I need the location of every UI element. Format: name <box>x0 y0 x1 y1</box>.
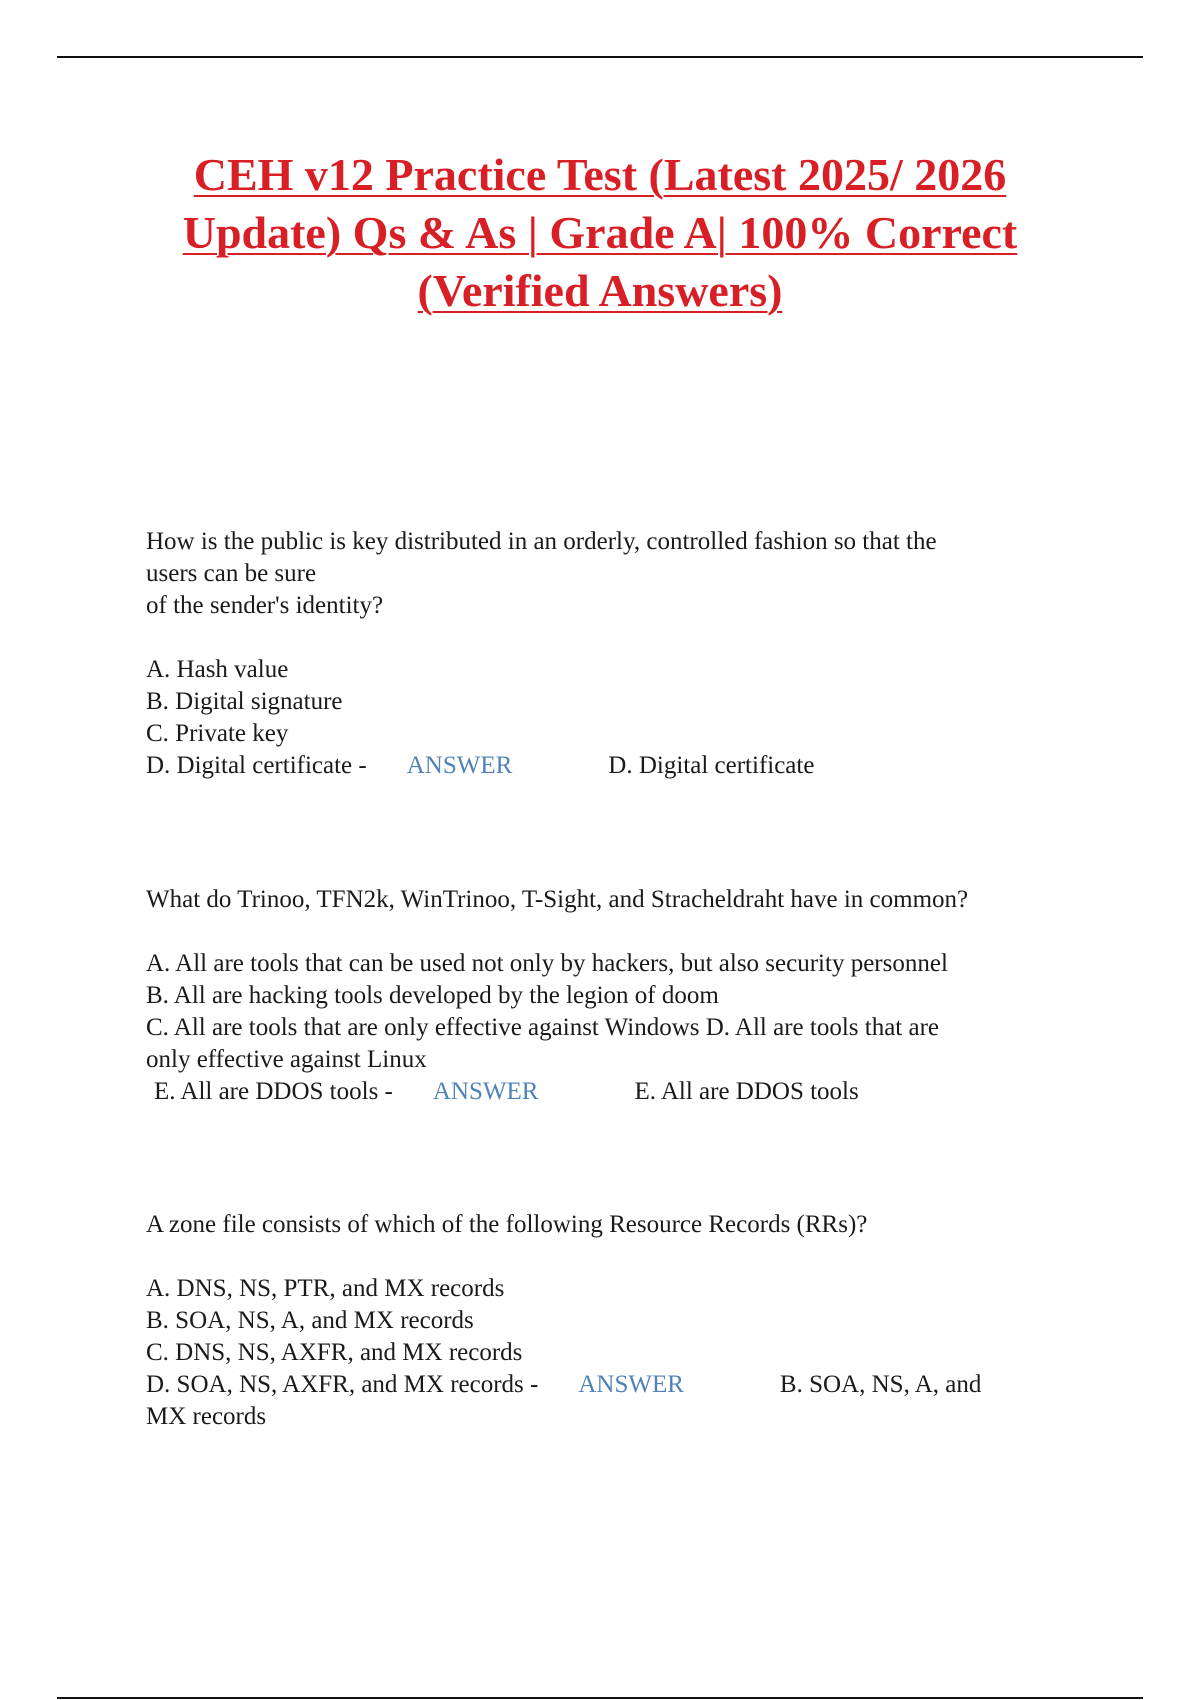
title-line: Update) Qs & As | Grade A| 100% Correct <box>182 207 1018 258</box>
question-stem <box>146 1209 1086 1241</box>
option: A. All are tools that can be used not only by hackers, but also security personnel <box>146 950 948 977</box>
stem-line: of the sender's identity? <box>146 592 384 619</box>
stem-line: users can be sure <box>146 560 317 587</box>
option: D. Digital certificate - <box>146 752 367 779</box>
question-2 <box>146 884 1086 1108</box>
title-line: (Verified Answers) <box>417 265 783 316</box>
option: B. All are hacking tools developed by the legion of doom <box>146 982 719 1009</box>
title-line: CEH v12 Practice Test (Latest 2025/ 2026 <box>193 149 1007 200</box>
option: C. All are tools that are only effective against Windows D. All are tools that are <box>146 1014 940 1041</box>
bottom-rule <box>57 1697 1143 1699</box>
answer-text: B. SOA, NS, A, and <box>779 1371 982 1398</box>
answer-tag: ANSWER <box>406 752 513 779</box>
option: C. DNS, NS, AXFR, and MX records <box>146 1339 523 1366</box>
answer-tag: ANSWER <box>432 1078 539 1105</box>
answer-line <box>146 1076 1086 1108</box>
option-list <box>146 654 1086 782</box>
stem-line: What do Trinoo, TFN2k, WinTrinoo, T-Sight, and Stracheldraht have in common? <box>146 886 969 913</box>
stem-line: A zone file consists of which of the following Resource Records (RRs)? <box>146 1211 868 1238</box>
option: A. Hash value <box>146 656 289 683</box>
answer-line <box>146 750 1086 782</box>
answer-text: D. Digital certificate <box>608 752 815 779</box>
option: A. DNS, NS, PTR, and MX records <box>146 1275 505 1302</box>
question-3 <box>146 1209 1086 1433</box>
top-rule <box>57 56 1143 58</box>
stem-line: How is the public is key distributed in an orderly, controlled fashion so that the <box>146 528 937 555</box>
option: B. Digital signature <box>146 688 343 715</box>
question-stem <box>146 884 1086 916</box>
option: D. SOA, NS, AXFR, and MX records - <box>146 1371 539 1398</box>
answer-text: E. All are DDOS tools <box>634 1078 859 1105</box>
question-1 <box>146 526 1086 782</box>
option: B. SOA, NS, A, and MX records <box>146 1307 474 1334</box>
question-stem <box>146 526 1086 622</box>
option: C. Private key <box>146 720 289 747</box>
document-title <box>100 146 1100 320</box>
option: E. All are DDOS tools - <box>154 1078 393 1105</box>
answer-text-continued: MX records <box>146 1403 267 1430</box>
option-list <box>146 948 1086 1108</box>
option-list <box>146 1273 1086 1433</box>
answer-line <box>146 1369 1086 1401</box>
answer-tag: ANSWER <box>578 1371 684 1398</box>
option: only effective against Linux <box>146 1046 427 1073</box>
